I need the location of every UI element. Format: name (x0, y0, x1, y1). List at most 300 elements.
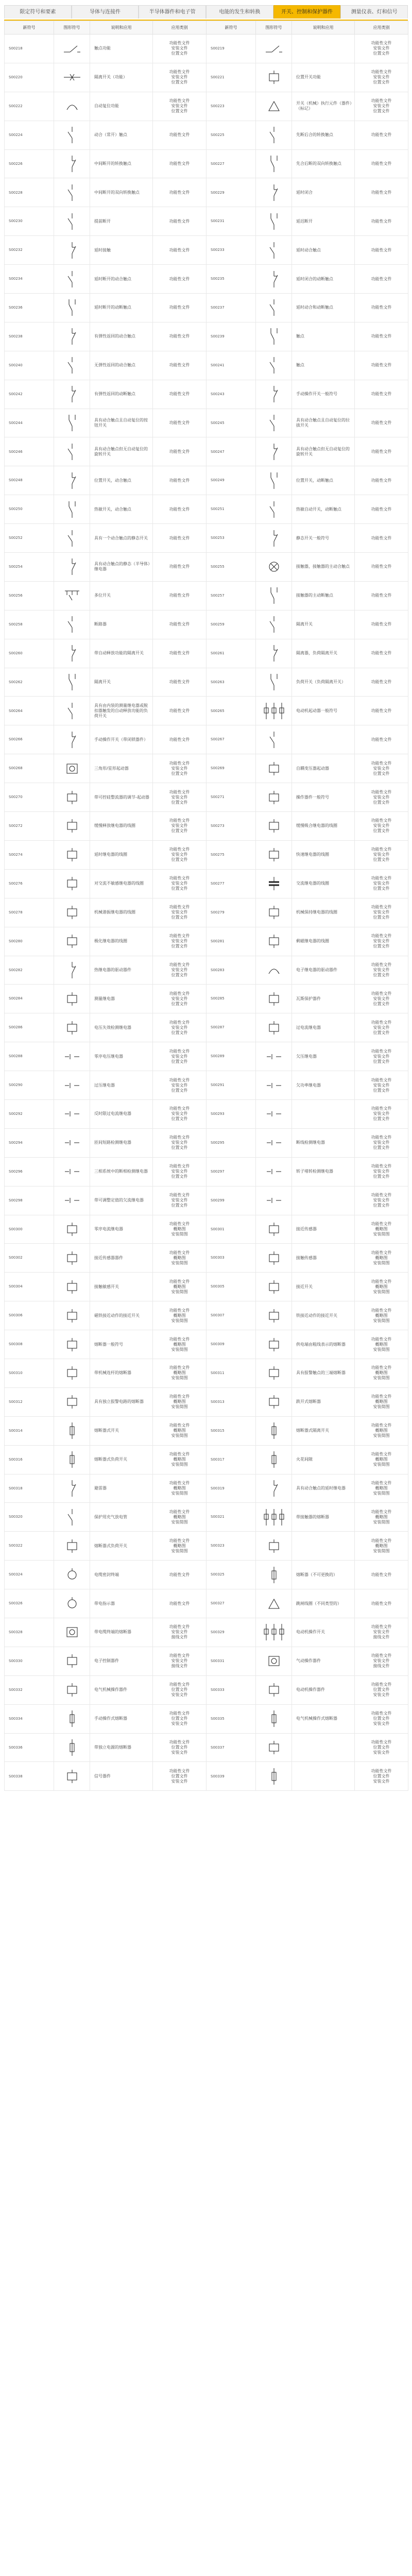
symbol-graphic (256, 1532, 292, 1561)
fuse-symbol-icon (56, 1709, 88, 1728)
symbol-description: 电动机起动器一般符号 (292, 697, 355, 725)
symbol-code: S00321 (207, 1503, 256, 1532)
symbol-usage-category: 功能性文件 安装文件 位置文件 (153, 1128, 207, 1157)
symbol-usage-category: 功能性文件 安装文件 位置文件 (355, 1157, 408, 1186)
symbol-description: 极化继电器的线圈 (90, 927, 153, 956)
table-row (5, 783, 408, 812)
symbol-graphic (256, 322, 292, 351)
symbol-graphic (256, 1071, 292, 1100)
symbol-code: S00266 (5, 725, 54, 754)
symbol-graphic (54, 1013, 90, 1042)
symbol-description: 磁铁接近动作的接近开关 (90, 1301, 153, 1330)
no-symbol-icon (258, 241, 290, 260)
symbol-graphic (54, 121, 90, 149)
symbol-code: S00325 (207, 1561, 256, 1589)
box-symbol-icon (56, 905, 88, 920)
symbol-graphic (54, 92, 90, 121)
symbol-code: S00287 (207, 1013, 256, 1042)
symbol-description: 隔离开关（功能） (90, 63, 153, 92)
symbol-description: 延时动合和动断触点 (292, 294, 355, 323)
symbol-usage-category: 功能性文件 (355, 437, 408, 466)
symbol-graphic (256, 207, 292, 236)
symbol-graphic (54, 1330, 90, 1359)
table-row (5, 178, 408, 207)
symbol-usage-category: 功能性文件 (355, 725, 408, 754)
symbol-graphic (256, 409, 292, 437)
symbol-description: 缓慢吸合继电器的线圈 (292, 812, 355, 841)
box-symbol-icon (258, 1682, 290, 1698)
symbol-code: S00337 (207, 1733, 256, 1762)
symbol-code: S00282 (5, 956, 54, 985)
table-row (5, 725, 408, 754)
symbol-code: S00339 (207, 1762, 256, 1791)
symbol-description (292, 725, 355, 754)
table-row (5, 553, 408, 582)
symbol-description: 位置开关，动断触点 (292, 466, 355, 495)
box-symbol-icon (56, 818, 88, 834)
symbol-usage-category: 功能性文件 安装文件 位置文件 (153, 1042, 207, 1071)
symbol-code: S00308 (5, 1330, 54, 1359)
symbol-description: 自动复位功能 (90, 92, 153, 121)
symbol-code: S00322 (5, 1532, 54, 1561)
symbol-code: S00330 (5, 1647, 54, 1675)
symbol-code: S00220 (5, 63, 54, 92)
text-symbol-icon (258, 1193, 290, 1208)
symbol-graphic (54, 466, 90, 495)
symbol-graphic (256, 351, 292, 380)
symbol-graphic (256, 840, 292, 869)
symbol-code: S00278 (5, 898, 54, 927)
symbol-usage-category: 功能性文件 安装文件 位置文件 (153, 783, 207, 812)
symbol-code: S00338 (5, 1762, 54, 1791)
symbol-graphic (256, 1273, 292, 1301)
symbol-usage-category: 功能性文件 概略图 安装简图 (153, 1474, 207, 1503)
symbol-usage-category: 功能性文件 安装文件 位置文件 (153, 1157, 207, 1186)
symbol-graphic (54, 1762, 90, 1791)
tab-2[interactable]: 半导体器件和电子管 (139, 5, 206, 19)
changeover-symbol-icon (258, 586, 290, 605)
symbol-code: S00264 (5, 697, 54, 725)
tab-4[interactable]: 开关、控制和保护器件 (273, 5, 341, 19)
table-row (5, 1186, 408, 1215)
symbol-usage-category: 功能性文件 概略图 安装简图 (355, 1387, 408, 1416)
box-symbol-icon (258, 1337, 290, 1352)
symbol-graphic (54, 1675, 90, 1704)
symbol-description: 先断后合的转换触点 (292, 121, 355, 149)
symbol-code: S00280 (5, 927, 54, 956)
symbol-usage-category: 功能性文件 (153, 610, 207, 639)
box-symbol-icon (258, 1279, 290, 1295)
symbol-usage-category: 功能性文件 安装文件 位置文件 (355, 1186, 408, 1215)
symbol-description: 具有一个动合触点的静态开关 (90, 524, 153, 553)
symbol-code: S00271 (207, 783, 256, 812)
symbol-code: S00243 (207, 380, 256, 409)
symbol-graphic (256, 524, 292, 553)
symbol-usage-category: 功能性文件 安装文件 位置文件 (355, 869, 408, 898)
symbol-description: 接近传感器 (292, 1215, 355, 1244)
symbol-usage-category: 功能性文件 (153, 553, 207, 582)
symbol-usage-category: 功能性文件 安装文件 位置文件 (153, 92, 207, 121)
symbol-usage-category: 功能性文件 概略图 安装简图 (153, 1301, 207, 1330)
symbol-graphic (54, 495, 90, 524)
symbol-usage-category: 功能性文件 安装文件 位置文件 (355, 927, 408, 956)
symbol-description: 电气机械操作式熔断器 (292, 1704, 355, 1733)
symbol-usage-category: 功能性文件 安装文件 位置文件 (355, 35, 408, 63)
header-symbol-right: 图形符号 (256, 21, 292, 35)
symbol-graphic (256, 869, 292, 898)
symbol-usage-category: 功能性文件 安装文件 位置文件 (355, 812, 408, 841)
symbol-graphic (54, 1099, 90, 1128)
table-row (5, 840, 408, 869)
symbol-graphic (256, 92, 292, 121)
symbol-code: S00299 (207, 1186, 256, 1215)
table-row (5, 869, 408, 898)
symbol-description: 接触传感器 (292, 1244, 355, 1273)
symbol-code: S00232 (5, 236, 54, 265)
symbol-graphic (256, 294, 292, 323)
box-symbol-icon (56, 1365, 88, 1381)
symbol-code: S00256 (5, 581, 54, 610)
no-symbol-icon (258, 126, 290, 144)
symbol-graphic (54, 1071, 90, 1100)
fuse-symbol-icon (258, 1450, 290, 1469)
symbol-usage-category: 功能性文件 安装文件 位置文件 (153, 956, 207, 985)
symbol-description: 提前断开 (90, 207, 153, 236)
symbol-graphic (256, 1244, 292, 1273)
table-row (5, 207, 408, 236)
arc-symbol-icon (258, 962, 290, 978)
changeover-symbol-icon (258, 673, 290, 691)
symbol-graphic (256, 956, 292, 985)
symbol-usage-category: 功能性文件 位置文件 安装文件 (153, 1733, 207, 1762)
symbol-graphic (256, 1013, 292, 1042)
arc-symbol-icon (56, 98, 88, 114)
box-symbol-icon (56, 847, 88, 862)
symbol-code: S00336 (5, 1733, 54, 1762)
symbol-code: S00270 (5, 783, 54, 812)
symbol-graphic (54, 869, 90, 898)
box-symbol-icon (56, 1020, 88, 1036)
symbol-description: 有弹性返回的动断触点 (90, 380, 153, 409)
symbol-graphic (256, 1416, 292, 1445)
symbol-usage-category: 功能性文件 位置文件 安装文件 (355, 1675, 408, 1704)
symbol-description: 接触敏感开关 (90, 1273, 153, 1301)
changeover-symbol-icon (56, 298, 88, 317)
symbol-code: S00251 (207, 495, 256, 524)
symbol-code: S00231 (207, 207, 256, 236)
nc-symbol-icon (56, 471, 88, 490)
symbol-description: 熔断器式负荷开关 (90, 1445, 153, 1474)
symbol-description: 供电端由粗线表示的熔断器 (292, 1330, 355, 1359)
box-symbol-icon (258, 1740, 290, 1755)
symbol-description: 隔离器，负荷隔离开关 (292, 639, 355, 668)
symbol-graphic (54, 668, 90, 697)
triangle-symbol-icon (258, 98, 290, 114)
changeover-symbol-icon (258, 212, 290, 231)
table-row (5, 927, 408, 956)
symbol-graphic (256, 581, 292, 610)
symbol-graphic (54, 1532, 90, 1561)
symbol-graphic (54, 1704, 90, 1733)
symbol-description: 手动操作开关（带闭锁器件） (90, 725, 153, 754)
no-symbol-icon (258, 414, 290, 432)
symbol-usage-category: 功能性文件 安装文件 位置文件 (153, 1071, 207, 1100)
table-row (5, 149, 408, 178)
symbol-usage-category: 功能性文件 概略图 安装简图 (355, 1532, 408, 1561)
symbol-code: S00248 (5, 466, 54, 495)
box-symbol-icon (258, 905, 290, 920)
symbol-usage-category: 功能性文件 安装文件 位置文件 (355, 63, 408, 92)
header-category-right: 应用类别 (355, 21, 408, 35)
table-row (5, 985, 408, 1013)
symbol-graphic (256, 783, 292, 812)
symbol-usage-category: 功能性文件 (153, 121, 207, 149)
symbol-graphic (54, 697, 90, 725)
table-row (5, 1013, 408, 1042)
symbol-code: S00286 (5, 1013, 54, 1042)
box-symbol-icon (56, 1682, 88, 1698)
box-symbol-icon (258, 1250, 290, 1266)
symbol-code: S00273 (207, 812, 256, 841)
symbol-graphic (256, 1445, 292, 1474)
symbol-description (292, 1762, 355, 1791)
symbol-code: S00277 (207, 869, 256, 898)
symbol-usage-category: 功能性文件 (355, 294, 408, 323)
symbol-usage-category: 功能性文件 安装文件 位置文件 (153, 898, 207, 927)
symbol-graphic (54, 725, 90, 754)
box-symbol-icon (258, 1394, 290, 1410)
no-symbol-icon (56, 212, 88, 231)
table-row (5, 35, 408, 63)
symbol-usage-category: 功能性文件 安装文件 位置文件 (355, 1042, 408, 1071)
symbol-graphic (54, 351, 90, 380)
symbol-usage-category: 功能性文件 (355, 697, 408, 725)
symbol-usage-category: 功能性文件 (153, 437, 207, 466)
symbol-code: S00306 (5, 1301, 54, 1330)
symbol-description: 匝间短路检测继电器 (90, 1128, 153, 1157)
symbol-code: S00237 (207, 294, 256, 323)
symbol-description: 具有动合触点且自动复位的按钮开关 (90, 409, 153, 437)
changeover-symbol-icon (258, 327, 290, 346)
symbol-graphic (54, 840, 90, 869)
fuse-symbol-icon (56, 1738, 88, 1757)
symbol-code: S00281 (207, 927, 256, 956)
symbol-usage-category: 功能性文件 (355, 466, 408, 495)
symbol-code: S00296 (5, 1157, 54, 1186)
no-symbol-icon (258, 731, 290, 749)
symbol-code: S00292 (5, 1099, 54, 1128)
tab-0[interactable]: 限定符号和要素 (4, 5, 72, 19)
symbol-description: 具有动合触点的延时继电器 (292, 1474, 355, 1503)
symbol-usage-category: 功能性文件 (153, 1561, 207, 1589)
symbol-description (292, 1099, 355, 1128)
symbol-usage-category: 功能性文件 (355, 322, 408, 351)
table-row (5, 466, 408, 495)
symbol-description: 延时继电器的线圈 (90, 840, 153, 869)
multicoil-symbol-icon (258, 702, 290, 720)
symbol-description: 缓慢释放继电器的线圈 (90, 812, 153, 841)
table-row (5, 1301, 408, 1330)
table-row (5, 610, 408, 639)
symbol-code: S00283 (207, 956, 256, 985)
symbol-graphic (54, 553, 90, 582)
symbol-usage-category: 功能性文件 (153, 322, 207, 351)
symbol-description: 瓦斯保护器件 (292, 985, 355, 1013)
symbol-graphic (256, 1618, 292, 1647)
symbol-graphic (54, 322, 90, 351)
symbol-graphic (256, 1301, 292, 1330)
table-row (5, 1532, 408, 1561)
symbol-code: S00312 (5, 1387, 54, 1416)
changeover-symbol-icon (258, 471, 290, 490)
symbol-graphic (256, 1359, 292, 1387)
no-symbol-icon (56, 183, 88, 202)
symbol-description: 触点功能 (90, 35, 153, 63)
symbol-code: S00241 (207, 351, 256, 380)
symbol-description: 隔离开关 (292, 610, 355, 639)
symbol-graphic (256, 1215, 292, 1244)
box-symbol-icon (56, 1394, 88, 1410)
symbol-code: S00303 (207, 1244, 256, 1273)
symbol-code: S00224 (5, 121, 54, 149)
text-symbol-icon (56, 1193, 88, 1208)
box-symbol-icon (56, 1337, 88, 1352)
symbol-description: 隔离开关 (90, 668, 153, 697)
table-row (5, 1762, 408, 1791)
symbol-description: 断线检测继电器 (292, 1128, 355, 1157)
symbol-description: 对交流不敏感继电器的线圈 (90, 869, 153, 898)
symbol-description: 触点 (292, 351, 355, 380)
changeover-symbol-icon (56, 673, 88, 691)
symbol-description: 机械谐振继电器的线圈 (90, 898, 153, 927)
text-symbol-icon (258, 1164, 290, 1179)
symbol-usage-category: 功能性文件 安装文件 接线文件 (355, 1647, 408, 1675)
no-symbol-icon (56, 615, 88, 634)
symbol-description: 三角形/星形起动器 (90, 754, 153, 783)
table-row (5, 1387, 408, 1416)
table-row (5, 294, 408, 323)
symbol-usage-category: 功能性文件 安装文件 位置文件 (153, 1186, 207, 1215)
tab-5[interactable]: 测量仪表、灯和信号 (340, 5, 408, 19)
table-row (5, 121, 408, 149)
symbol-graphic (54, 1387, 90, 1416)
multicoil-symbol-icon (258, 1623, 290, 1641)
symbol-usage-category: 功能性文件 安装文件 位置文件 (153, 869, 207, 898)
symbol-usage-category: 功能性文件 (355, 265, 408, 294)
table-row (5, 1330, 408, 1359)
symbol-description: 延时闭合 (292, 178, 355, 207)
symbol-code: S00301 (207, 1215, 256, 1244)
symbol-usage-category: 功能性文件 安装文件 接线文件 (355, 1618, 408, 1647)
header-symbol-left: 图形符号 (54, 21, 90, 35)
text-symbol-icon (56, 1106, 88, 1122)
symbol-usage-category: 功能性文件 (355, 409, 408, 437)
table-row (5, 524, 408, 553)
symbol-usage-category: 功能性文件 概略图 安装简图 (355, 1503, 408, 1532)
symbol-usage-category: 功能性文件 概略图 安装简图 (355, 1273, 408, 1301)
no-symbol-icon (258, 500, 290, 519)
symbol-description: 接近开关 (292, 1273, 355, 1301)
symbol-graphic (54, 294, 90, 323)
table-row (5, 1099, 408, 1128)
symbol-code: S00293 (207, 1099, 256, 1128)
symbol-graphic (54, 610, 90, 639)
symbol-description: 具有动合触点且自动复位的拉拔开关 (292, 409, 355, 437)
symbol-usage-category: 功能性文件 概略图 安装简图 (153, 1532, 207, 1561)
symbol-code: S00318 (5, 1474, 54, 1503)
symbol-description: 具有动合触点但无自动复位的旋转开关 (90, 437, 153, 466)
symbol-usage-category: 功能性文件 位置文件 安装文件 (153, 1704, 207, 1733)
box-symbol-icon (56, 790, 88, 805)
symbol-usage-category: 功能性文件 (355, 581, 408, 610)
symbol-description: 接触器的主动断触点 (292, 581, 355, 610)
symbol-description: 电子继电器的驱动器件 (292, 956, 355, 985)
symbol-graphic (256, 1762, 292, 1791)
symbol-code: S00313 (207, 1387, 256, 1416)
box-symbol-icon (56, 1653, 88, 1669)
symbol-description: 过电流继电器 (292, 1013, 355, 1042)
symbol-usage-category: 功能性文件 概略图 安装简图 (355, 1359, 408, 1387)
symbol-code: S00332 (5, 1675, 54, 1704)
symbol-code: S00335 (207, 1704, 256, 1733)
symbol-usage-category: 功能性文件 安装文件 位置文件 (153, 63, 207, 92)
symbol-description: 带机械连杆的熔断器 (90, 1359, 153, 1387)
symbol-usage-category: 功能性文件 (153, 524, 207, 553)
symbol-usage-category: 功能性文件 概略图 安装简图 (355, 1416, 408, 1445)
table-row (5, 1474, 408, 1503)
box-symbol-icon (258, 934, 290, 949)
symbol-code: S00294 (5, 1128, 54, 1157)
symbol-description: 带独立电源的熔断器 (90, 1733, 153, 1762)
symbol-table (4, 21, 408, 1791)
symbol-description: 熔断器式隔离开关 (292, 1416, 355, 1445)
symbol-description: 热继电器的驱动器件 (90, 956, 153, 985)
symbol-code: S00289 (207, 1042, 256, 1071)
symbol-description (292, 1532, 355, 1561)
table-row (5, 92, 408, 121)
symbol-description (292, 1186, 355, 1215)
box-symbol-icon (258, 847, 290, 862)
symbol-description: 带自动释放功能的隔离开关 (90, 639, 153, 668)
symbol-code: S00254 (5, 553, 54, 582)
fuse-symbol-icon (258, 1767, 290, 1786)
box-symbol-icon (56, 1538, 88, 1554)
symbol-description: 延迟断开 (292, 207, 355, 236)
symbol-usage-category: 功能性文件 (355, 380, 408, 409)
symbol-code: S00272 (5, 812, 54, 841)
table-row (5, 351, 408, 380)
symbol-graphic (54, 639, 90, 668)
text-symbol-icon (258, 1049, 290, 1064)
symbol-description: 断路器 (90, 610, 153, 639)
symbol-description: 延时断开的动合触点 (90, 265, 153, 294)
symbol-code: S00258 (5, 610, 54, 639)
symbol-description: 信号器件 (90, 1762, 153, 1791)
symbol-graphic (54, 581, 90, 610)
symbol-code: S00304 (5, 1273, 54, 1301)
tab-3[interactable]: 电能的发生和转换 (206, 5, 273, 19)
symbol-code: S00219 (207, 35, 256, 63)
symbol-description: 带电缆终端的熔断器 (90, 1618, 153, 1647)
nc-symbol-icon (56, 385, 88, 403)
nc-symbol-icon (258, 270, 290, 289)
symbol-code: S00245 (207, 409, 256, 437)
tab-1[interactable]: 导体与连接件 (72, 5, 139, 19)
circlecross-symbol-icon (258, 559, 290, 574)
symbol-graphic (54, 236, 90, 265)
table-row (5, 322, 408, 351)
symbol-usage-category: 功能性文件 (153, 581, 207, 610)
